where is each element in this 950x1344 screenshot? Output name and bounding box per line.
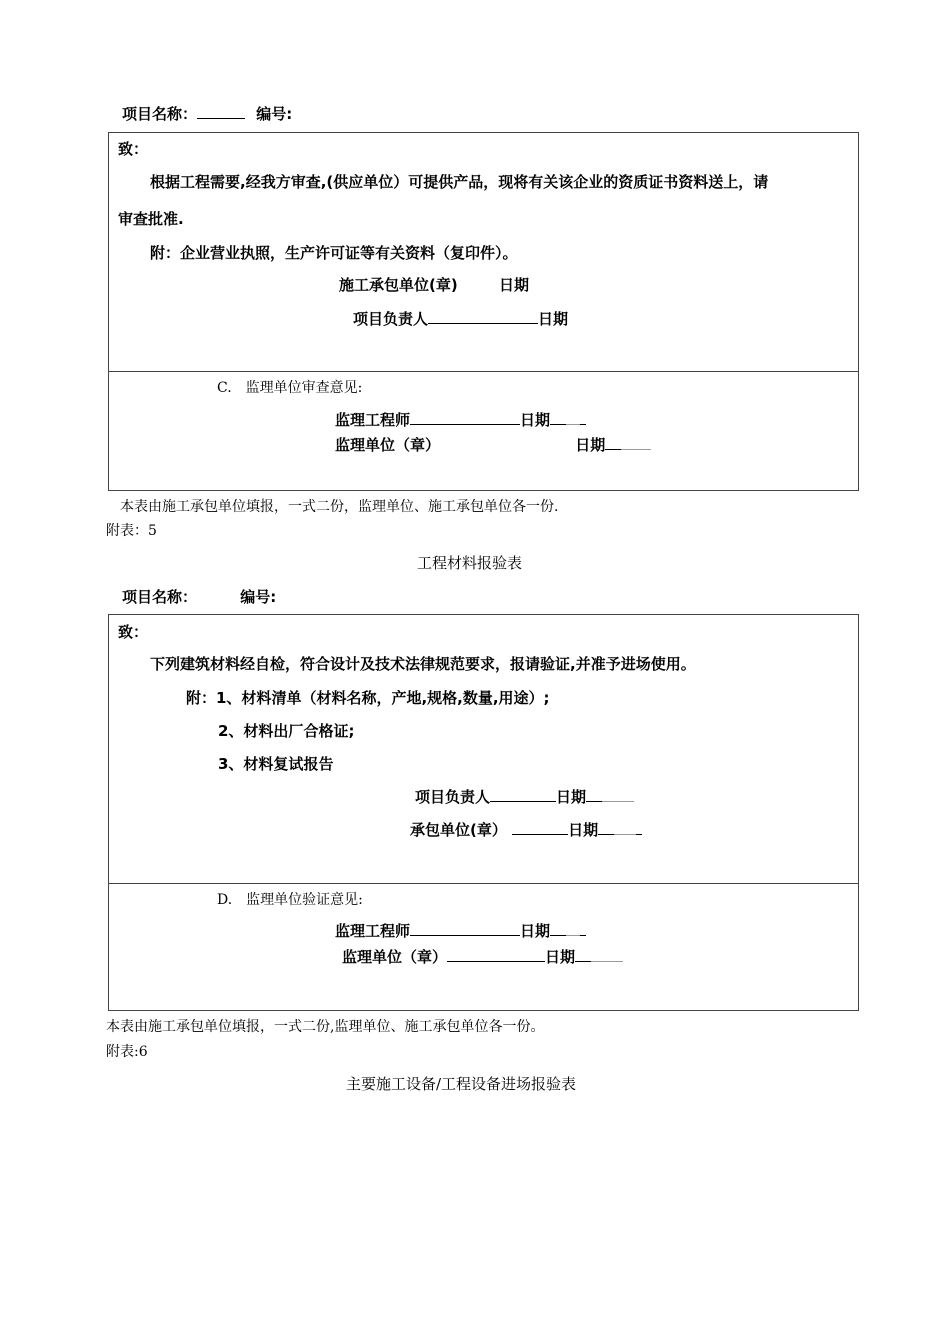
form1-divider <box>108 371 859 372</box>
form1-sign-person-row <box>353 308 568 329</box>
form1-to: 致： <box>118 140 149 158</box>
form1-engineer-date-label: 日期 <box>520 411 551 429</box>
form1-sign-person-label: 项目负责人 <box>353 310 429 328</box>
form2-sign-person-row <box>415 786 634 807</box>
form2-sign-person-date-blank[interactable] <box>586 786 602 802</box>
form2-number-label: 编号: <box>240 588 277 606</box>
form2-item1: 附：1、材料清单（材料名称，产地,规格,数量,用途）; <box>186 689 550 707</box>
form2-supervisor-row <box>342 946 623 967</box>
form2-item2: 2、材料出厂合格证; <box>218 722 355 740</box>
appendix5-label: 附表：5 <box>106 523 157 539</box>
form1-engineer-blank[interactable] <box>410 409 520 425</box>
form1-body-line1: 根据工程需要,经我方审查,(供应单位）可提供产品，现将有关该企业的资质证书资料送上，请 <box>150 173 769 191</box>
form1-body-line2: 审查批准. <box>118 210 184 228</box>
form2-engineer-row <box>335 920 586 941</box>
form1-supervisor-date-blank-tail <box>621 434 651 450</box>
form2-review-title: D. 监理单位验证意见: <box>217 892 363 908</box>
form1-engineer-date-blank-end <box>580 409 586 425</box>
form1-engineer-date-blank[interactable] <box>550 409 566 425</box>
form1-review-title: C. 监理单位审查意见: <box>217 380 363 396</box>
form1-supervisor-date-label: 日期 <box>575 436 606 454</box>
form1-header <box>122 103 292 124</box>
form1-number-label: 编号: <box>256 105 293 123</box>
form2-sign-unit-date-blank-tail <box>614 819 636 835</box>
form2-supervisor-unit-label: 监理单位（章） <box>342 948 448 966</box>
form1-engineer-date-blank-tail <box>566 409 580 425</box>
form2-supervisor-date-label: 日期 <box>545 948 576 966</box>
form1-attachment: 附：企业营业执照，生产许可证等有关资料（复印件）。 <box>150 244 518 262</box>
form2-sign-unit-date-label: 日期 <box>568 821 599 839</box>
form2-supervisor-date-blank[interactable] <box>575 946 591 962</box>
form1-note: 本表由施工承包单位填报，一式二份，监理单位、施工承包单位各一份. <box>120 499 559 515</box>
appendix6-label: 附表:6 <box>106 1044 148 1060</box>
form2-sign-unit-date-blank-end <box>636 819 642 835</box>
appendix5-title: 工程材料报验表 <box>417 554 523 572</box>
form2-sign-unit-label: 承包单位(章） <box>410 821 507 839</box>
form2-header <box>122 586 276 607</box>
form2-engineer-date-blank[interactable] <box>550 920 566 936</box>
form2-divider <box>108 883 859 884</box>
form2-engineer-date-blank-tail <box>566 920 580 936</box>
form2-sign-unit-row <box>410 819 642 840</box>
form2-item3: 3、材料复试报告 <box>218 755 334 773</box>
form1-supervisor-unit-label: 监理单位（章） <box>335 436 441 454</box>
form1-supervisor-date-blank[interactable] <box>605 434 621 450</box>
form1-project-name-blank[interactable] <box>197 103 245 119</box>
form2-supervisor-date-blank-tail <box>591 946 623 962</box>
form2-sign-person-label: 项目负责人 <box>415 788 491 806</box>
form2-body-line1: 下列建筑材料经自检，符合设计及技术法律规范要求，报请验证,并准予进场使用。 <box>150 655 696 673</box>
form2-project-name-label: 项目名称： <box>122 588 198 606</box>
form1-project-name-label: 项目名称： <box>122 105 198 123</box>
form1-engineer-label: 监理工程师 <box>335 411 411 429</box>
form2-note: 本表由施工承包单位填报，一式二份,监理单位、施工承包单位各一份。 <box>106 1019 545 1035</box>
form2-supervisor-unit-blank[interactable] <box>447 946 545 962</box>
form2-sign-person-date-label: 日期 <box>556 788 587 806</box>
form2-engineer-date-blank-end <box>580 920 586 936</box>
form1-sign-unit-row <box>339 274 529 295</box>
form2-sign-unit-date-blank[interactable] <box>598 819 614 835</box>
form2-engineer-date-label: 日期 <box>520 922 551 940</box>
form2-engineer-blank[interactable] <box>410 920 520 936</box>
form1-supervisor-row <box>335 434 651 455</box>
form1-sign-date-label: 日期 <box>498 276 529 294</box>
form1-engineer-row <box>335 409 586 430</box>
form1-sign-person-date-label: 日期 <box>538 310 569 328</box>
form1-sign-person-blank[interactable] <box>428 308 538 324</box>
form2-sign-person-date-blank-tail <box>602 786 634 802</box>
form2-sign-person-blank[interactable] <box>490 786 556 802</box>
form2-to: 致： <box>118 623 149 641</box>
form1-sign-unit-label: 施工承包单位(章) <box>339 276 458 294</box>
appendix6-title: 主要施工设备/工程设备进场报验表 <box>346 1075 577 1093</box>
form2-engineer-label: 监理工程师 <box>335 922 411 940</box>
form2-sign-unit-blank[interactable] <box>512 819 568 835</box>
